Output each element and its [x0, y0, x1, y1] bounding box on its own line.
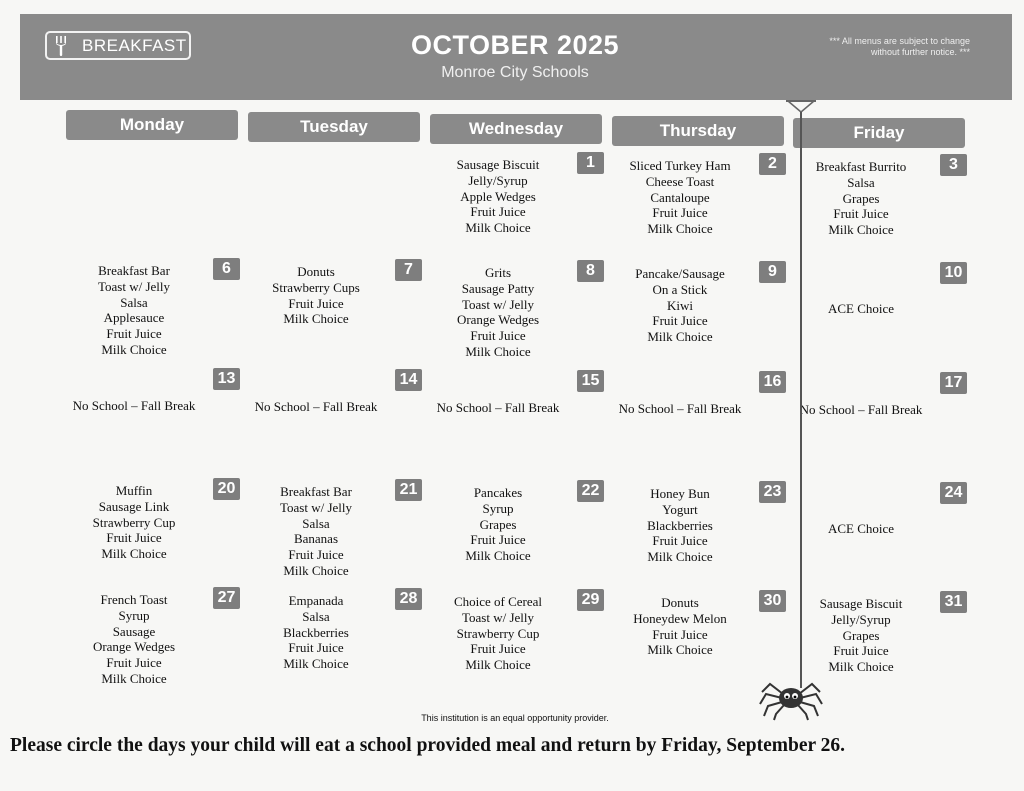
menu-item: French Toast [100, 592, 168, 607]
menu-item: Sliced Turkey Ham [629, 158, 731, 173]
date-number: 2 [759, 153, 786, 175]
menu-item: Orange Wedges [456, 312, 540, 328]
menu-item: Fruit Juice [106, 530, 162, 546]
menu-item: Jelly/Syrup [831, 611, 891, 627]
menu-item: Syrup [118, 607, 150, 623]
menu-item: Fruit Juice [833, 643, 889, 659]
menu-item: Empanada [288, 593, 344, 608]
fork-icon [54, 35, 68, 57]
date-number: 21 [395, 479, 422, 501]
menu-item: Toast w/ Jelly [279, 499, 353, 515]
menu-item: Blackberries [283, 624, 349, 640]
day-cell [59, 258, 240, 362]
menu-item: Milk Choice [283, 311, 349, 327]
menu-item: Milk Choice [101, 341, 167, 357]
day-cell [423, 480, 604, 584]
notice-line-1: *** All menus are subject to change [829, 36, 970, 46]
menu-items [241, 264, 391, 327]
menu-item: Fruit Juice [470, 532, 526, 548]
menu-item: No School – Fall Break [254, 399, 378, 414]
menu-item: Milk Choice [101, 670, 167, 686]
menu-item: Fruit Juice [470, 204, 526, 220]
menu-item: Bananas [293, 531, 339, 547]
menu-items [241, 593, 391, 672]
menu-item: Strawberry Cup [456, 625, 540, 641]
menu-item: Choice of Cereal [453, 594, 543, 609]
menu-item: No School – Fall Break [436, 400, 560, 415]
date-number: 23 [759, 481, 786, 503]
menu-items [59, 263, 209, 358]
date-number: 17 [940, 372, 967, 394]
date-number: 14 [395, 369, 422, 391]
menu-item: Grapes [842, 627, 880, 643]
menu-change-notice [770, 36, 970, 58]
menu-item: Grapes [479, 516, 517, 532]
menu-item: Jelly/Syrup [468, 172, 528, 188]
menu-item: No School – Fall Break [799, 402, 923, 417]
menu-item: ACE Choice [827, 301, 895, 316]
menu-item: Milk Choice [283, 656, 349, 672]
menu-items [59, 398, 209, 414]
date-number: 3 [940, 154, 967, 176]
menu-item: Grapes [842, 190, 880, 206]
day-cell [423, 152, 604, 256]
menu-item: Fruit Juice [470, 328, 526, 344]
day-cell [423, 589, 604, 693]
day-cell [605, 481, 786, 585]
page-title: OCTOBER 2025 [410, 30, 620, 60]
menu-item: Milk Choice [465, 548, 531, 564]
badge-label: BREAKFAST [82, 35, 187, 55]
menu-item: Sausage Link [98, 498, 170, 514]
menu-item: Milk Choice [283, 562, 349, 578]
menu-item: Grits [485, 265, 511, 280]
menu-items [423, 594, 573, 673]
menu-item: Salsa [120, 294, 148, 310]
menu-item: Breakfast Bar [98, 263, 170, 278]
menu-item: ACE Choice [827, 521, 895, 536]
day-cell [423, 260, 604, 364]
menu-items [241, 399, 391, 415]
menu-items [241, 484, 391, 579]
day-header-friday: Friday [793, 118, 965, 148]
menu-item: No School – Fall Break [72, 398, 196, 413]
date-number: 10 [940, 262, 967, 284]
day-cell [605, 153, 786, 257]
menu-item: Donuts [661, 595, 699, 610]
menu-item: Fruit Juice [652, 205, 708, 221]
menu-item: Milk Choice [647, 221, 713, 237]
menu-items [605, 595, 755, 658]
menu-items [423, 265, 573, 360]
day-cell [241, 259, 422, 363]
menu-items [59, 483, 209, 562]
menu-items [59, 592, 209, 687]
date-number: 13 [213, 368, 240, 390]
date-number: 22 [577, 480, 604, 502]
menu-item: Pancakes [473, 485, 523, 500]
day-cell [59, 478, 240, 582]
menu-item: Breakfast Bar [280, 484, 352, 499]
menu-item: Milk Choice [465, 220, 531, 236]
menu-item: Salsa [847, 174, 875, 190]
menu-item: Milk Choice [647, 329, 713, 345]
date-number: 16 [759, 371, 786, 393]
page-subtitle: Monroe City Schools [441, 64, 589, 81]
menu-item: Sausage Patty [461, 280, 535, 296]
menu-item: Toast w/ Jelly [461, 609, 535, 625]
day-cell [59, 368, 240, 472]
menu-item: Salsa [302, 608, 330, 624]
menu-item: Toast w/ Jelly [461, 296, 535, 312]
date-number: 9 [759, 261, 786, 283]
menu-item: Donuts [297, 264, 335, 279]
menu-items [605, 486, 755, 565]
menu-item: Syrup [482, 500, 514, 516]
menu-items [605, 401, 755, 417]
menu-item: Strawberry Cup [92, 514, 176, 530]
menu-items [605, 266, 755, 345]
day-cell [241, 479, 422, 583]
day-cell [59, 587, 240, 691]
menu-item: Yogurt [662, 501, 698, 517]
menu-item: Milk Choice [647, 549, 713, 565]
date-number: 1 [577, 152, 604, 174]
menu-item: Milk Choice [465, 343, 531, 359]
menu-item: Cantaloupe [650, 189, 710, 205]
date-number: 31 [940, 591, 967, 613]
date-number: 27 [213, 587, 240, 609]
menu-item: Muffin [115, 483, 153, 498]
date-number: 29 [577, 589, 604, 611]
day-cell [605, 261, 786, 365]
date-number: 30 [759, 590, 786, 612]
menu-item: Fruit Juice [106, 655, 162, 671]
day-cell [241, 588, 422, 692]
breakfast-badge [45, 31, 191, 60]
day-header-thursday: Thursday [612, 116, 784, 146]
day-cell [423, 370, 604, 474]
menu-item: Apple Wedges [460, 188, 536, 204]
spider-thread [786, 100, 816, 690]
menu-item: Sausage Biscuit [456, 157, 540, 172]
menu-item: Breakfast Burrito [815, 159, 907, 174]
menu-item: Milk Choice [101, 546, 167, 562]
menu-item: Fruit Juice [106, 326, 162, 342]
menu-item: Fruit Juice [652, 626, 708, 642]
menu-item: Fruit Juice [288, 295, 344, 311]
menu-item: Salsa [302, 515, 330, 531]
menu-item: Honeydew Melon [633, 610, 727, 626]
menu-item: Sausage [112, 623, 156, 639]
menu-item: Toast w/ Jelly [97, 278, 171, 294]
menu-item: No School – Fall Break [618, 401, 742, 416]
notice-line-2: without further notice. *** [870, 47, 970, 57]
menu-item: Milk Choice [828, 222, 894, 238]
menu-items [423, 485, 573, 564]
menu-item: Fruit Juice [288, 640, 344, 656]
equal-opportunity-statement: This institution is an equal opportunity provider. [421, 713, 609, 723]
menu-item: Fruit Juice [288, 547, 344, 563]
menu-item: Milk Choice [465, 657, 531, 673]
menu-item: Pancake/Sausage [635, 266, 725, 281]
date-number: 7 [395, 259, 422, 281]
day-cell [605, 371, 786, 475]
menu-items [605, 158, 755, 237]
menu-item: On a Stick [652, 281, 708, 297]
day-header-wednesday: Wednesday [430, 114, 602, 144]
menu-item: Applesauce [103, 310, 165, 326]
menu-item: Milk Choice [828, 659, 894, 675]
menu-item: Fruit Juice [652, 313, 708, 329]
menu-item: Honey Bun [650, 486, 710, 501]
menu-item: Blackberries [647, 517, 713, 533]
menu-item: Orange Wedges [92, 639, 176, 655]
return-instructions: Please circle the days your child will eat a school provided meal and return by Friday, September 26. [10, 735, 846, 756]
date-number: 8 [577, 260, 604, 282]
day-header-monday: Monday [66, 110, 238, 140]
menu-item: Milk Choice [647, 642, 713, 658]
menu-item: Kiwi [667, 297, 693, 313]
day-cell [241, 369, 422, 473]
menu-items [423, 400, 573, 416]
menu-item: Sausage Biscuit [819, 596, 903, 611]
menu-item: Fruit Juice [470, 641, 526, 657]
menu-item: Fruit Juice [833, 206, 889, 222]
date-number: 15 [577, 370, 604, 392]
spider-icon [758, 672, 824, 722]
date-number: 6 [213, 258, 240, 280]
date-number: 24 [940, 482, 967, 504]
date-number: 20 [213, 478, 240, 500]
menu-item: Fruit Juice [652, 533, 708, 549]
day-header-tuesday: Tuesday [248, 112, 420, 142]
menu-item: Strawberry Cups [272, 279, 360, 295]
menu-item: Cheese Toast [645, 173, 715, 189]
date-number: 28 [395, 588, 422, 610]
menu-items [423, 157, 573, 236]
